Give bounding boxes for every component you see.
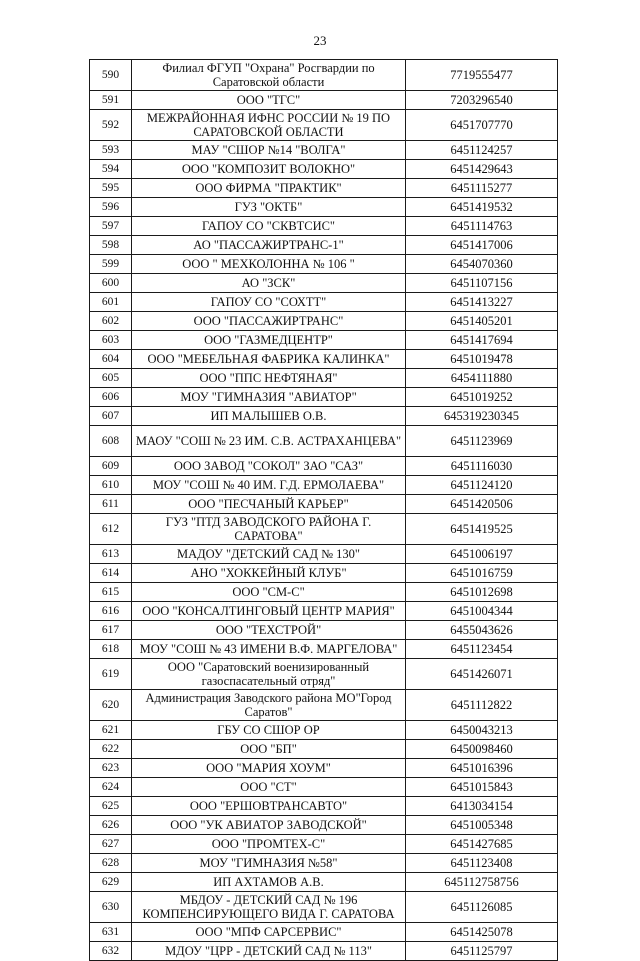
organization-name-cell: ООО "ПЕСЧАНЫЙ КАРЬЕР" xyxy=(132,495,406,514)
table-row xyxy=(90,873,558,892)
row-number-cell: 596 xyxy=(90,198,132,217)
organization-name-cell: ИП МАЛЫШЕВ О.В. xyxy=(132,407,406,426)
table-row xyxy=(90,91,558,110)
organization-name-cell: МАОУ "СОШ № 23 ИМ. С.В. АСТРАХАНЦЕВА" xyxy=(132,426,406,457)
inn-cell: 6451019252 xyxy=(406,388,558,407)
inn-cell: 6451006197 xyxy=(406,545,558,564)
organization-name-cell: ООО " МЕХКОЛОННА № 106 " xyxy=(132,255,406,274)
table-row xyxy=(90,236,558,255)
row-number-cell: 600 xyxy=(90,274,132,293)
inn-cell: 6451417694 xyxy=(406,331,558,350)
row-number-cell: 606 xyxy=(90,388,132,407)
inn-cell: 6451124257 xyxy=(406,141,558,160)
row-number-cell: 617 xyxy=(90,621,132,640)
row-number-cell: 591 xyxy=(90,91,132,110)
organization-name-cell: ООО "ПАССАЖИРТРАНС" xyxy=(132,312,406,331)
inn-cell: 6451016396 xyxy=(406,759,558,778)
row-number-cell: 601 xyxy=(90,293,132,312)
table-row xyxy=(90,160,558,179)
inn-cell: 6454111880 xyxy=(406,369,558,388)
row-number-cell: 630 xyxy=(90,892,132,923)
row-number-cell: 597 xyxy=(90,217,132,236)
table-row xyxy=(90,923,558,942)
inn-cell: 6451420506 xyxy=(406,495,558,514)
inn-cell: 6451107156 xyxy=(406,274,558,293)
table-row xyxy=(90,835,558,854)
table-row xyxy=(90,388,558,407)
inn-cell: 6451126085 xyxy=(406,892,558,923)
row-number-cell: 632 xyxy=(90,942,132,961)
organization-name-cell: Администрация Заводского района МО"Город Саратов" xyxy=(132,690,406,721)
table-row xyxy=(90,274,558,293)
organization-name-cell: ООО "МПФ САРСЕРВИС" xyxy=(132,923,406,942)
row-number-cell: 607 xyxy=(90,407,132,426)
organization-name-cell: ООО "ТГС" xyxy=(132,91,406,110)
organization-name-cell: ГАПОУ СО "СОХТТ" xyxy=(132,293,406,312)
table-row xyxy=(90,545,558,564)
table-row xyxy=(90,892,558,923)
row-number-cell: 621 xyxy=(90,721,132,740)
inn-cell: 6454070360 xyxy=(406,255,558,274)
organization-name-cell: МБДОУ - ДЕТСКИЙ САД № 196 КОМПЕНСИРУЮЩЕГО ВИДА Г. САРАТОВА xyxy=(132,892,406,923)
table-row xyxy=(90,778,558,797)
organization-name-cell: ГУЗ "ПТД ЗАВОДСКОГО РАЙОНА Г. САРАТОВА" xyxy=(132,514,406,545)
row-number-cell: 594 xyxy=(90,160,132,179)
inn-cell: 6451112822 xyxy=(406,690,558,721)
organization-name-cell: ООО "СМ-С" xyxy=(132,583,406,602)
inn-cell: 6451419525 xyxy=(406,514,558,545)
table-row xyxy=(90,350,558,369)
inn-cell: 6451015843 xyxy=(406,778,558,797)
organization-name-cell: МДОУ "ЦРР - ДЕТСКИЙ САД № 113" xyxy=(132,942,406,961)
inn-cell: 6451413227 xyxy=(406,293,558,312)
organization-name-cell: ООО "ППС НЕФТЯНАЯ" xyxy=(132,369,406,388)
row-number-cell: 626 xyxy=(90,816,132,835)
row-number-cell: 620 xyxy=(90,690,132,721)
organization-name-cell: МАУ "СШОР №14 "ВОЛГА" xyxy=(132,141,406,160)
table-row xyxy=(90,854,558,873)
table-row xyxy=(90,659,558,690)
row-number-cell: 612 xyxy=(90,514,132,545)
inn-cell: 6450043213 xyxy=(406,721,558,740)
row-number-cell: 622 xyxy=(90,740,132,759)
inn-cell: 6451707770 xyxy=(406,110,558,141)
table-row xyxy=(90,426,558,457)
row-number-cell: 624 xyxy=(90,778,132,797)
table-row xyxy=(90,217,558,236)
organization-name-cell: АО "ПАССАЖИРТРАНС-1" xyxy=(132,236,406,255)
inn-cell: 6451417006 xyxy=(406,236,558,255)
table-row xyxy=(90,564,558,583)
row-number-cell: 598 xyxy=(90,236,132,255)
table-row xyxy=(90,690,558,721)
table-row xyxy=(90,621,558,640)
table-row xyxy=(90,60,558,91)
table-row xyxy=(90,141,558,160)
organization-name-cell: МАДОУ "ДЕТСКИЙ САД № 130" xyxy=(132,545,406,564)
row-number-cell: 628 xyxy=(90,854,132,873)
organization-name-cell: ООО "УК АВИАТОР ЗАВОДСКОЙ" xyxy=(132,816,406,835)
table-row xyxy=(90,640,558,659)
inn-cell: 6451004344 xyxy=(406,602,558,621)
organization-name-cell: ИП АХТАМОВ А.В. xyxy=(132,873,406,892)
inn-cell: 6451114763 xyxy=(406,217,558,236)
inn-cell: 6413034154 xyxy=(406,797,558,816)
row-number-cell: 618 xyxy=(90,640,132,659)
table-row xyxy=(90,495,558,514)
inn-cell: 6451405201 xyxy=(406,312,558,331)
table-body xyxy=(90,60,558,961)
row-number-cell: 631 xyxy=(90,923,132,942)
table-row xyxy=(90,759,558,778)
row-number-cell: 603 xyxy=(90,331,132,350)
organization-name-cell: МОУ "ГИМНАЗИЯ "АВИАТОР" xyxy=(132,388,406,407)
row-number-cell: 619 xyxy=(90,659,132,690)
organization-name-cell: МОУ "СОШ № 43 ИМЕНИ В.Ф. МАРГЕЛОВА" xyxy=(132,640,406,659)
table-row xyxy=(90,740,558,759)
table-row xyxy=(90,331,558,350)
organization-name-cell: ООО "БП" xyxy=(132,740,406,759)
table-row xyxy=(90,179,558,198)
page-number: 23 xyxy=(313,33,327,48)
organization-name-cell: АО "ЗСК" xyxy=(132,274,406,293)
row-number-cell: 623 xyxy=(90,759,132,778)
row-number-cell: 609 xyxy=(90,457,132,476)
organization-name-cell: ООО "ПРОМТЕХ-С" xyxy=(132,835,406,854)
inn-cell: 6451019478 xyxy=(406,350,558,369)
row-number-cell: 599 xyxy=(90,255,132,274)
inn-cell: 6451123408 xyxy=(406,854,558,873)
inn-cell: 6451016759 xyxy=(406,564,558,583)
row-number-cell: 613 xyxy=(90,545,132,564)
table-row xyxy=(90,407,558,426)
row-number-cell: 629 xyxy=(90,873,132,892)
organization-name-cell: ООО "МЕБЕЛЬНАЯ ФАБРИКА КАЛИНКА" xyxy=(132,350,406,369)
row-number-cell: 595 xyxy=(90,179,132,198)
row-number-cell: 593 xyxy=(90,141,132,160)
inn-cell: 6451116030 xyxy=(406,457,558,476)
row-number-cell: 610 xyxy=(90,476,132,495)
organization-name-cell: МЕЖРАЙОННАЯ ИФНС РОССИИ № 19 ПО САРАТОВСКОЙ ОБЛАСТИ xyxy=(132,110,406,141)
organization-name-cell: ООО "ЕРШОВТРАНСАВТО" xyxy=(132,797,406,816)
organizations-table xyxy=(89,59,558,961)
organization-name-cell: ООО "МАРИЯ ХОУМ" xyxy=(132,759,406,778)
inn-cell: 6451425078 xyxy=(406,923,558,942)
row-number-cell: 615 xyxy=(90,583,132,602)
table-row xyxy=(90,816,558,835)
inn-cell: 6450098460 xyxy=(406,740,558,759)
table-row xyxy=(90,110,558,141)
organization-name-cell: ООО "СТ" xyxy=(132,778,406,797)
organization-name-cell: ГАПОУ СО "СКВТСИС" xyxy=(132,217,406,236)
table-row xyxy=(90,942,558,961)
organization-name-cell: ООО "КОМПОЗИТ ВОЛОКНО" xyxy=(132,160,406,179)
inn-cell: 6451419532 xyxy=(406,198,558,217)
table-row xyxy=(90,514,558,545)
organization-name-cell: ООО ФИРМА "ПРАКТИК" xyxy=(132,179,406,198)
inn-cell: 7203296540 xyxy=(406,91,558,110)
row-number-cell: 608 xyxy=(90,426,132,457)
table-row xyxy=(90,198,558,217)
inn-cell: 6451426071 xyxy=(406,659,558,690)
organization-name-cell: ООО "ГАЗМЕДЦЕНТР" xyxy=(132,331,406,350)
table-row xyxy=(90,476,558,495)
table-row xyxy=(90,602,558,621)
table-row xyxy=(90,583,558,602)
organization-name-cell: ООО ЗАВОД "СОКОЛ" ЗАО "САЗ" xyxy=(132,457,406,476)
table-row xyxy=(90,797,558,816)
table-row xyxy=(90,293,558,312)
inn-cell: 645319230345 xyxy=(406,407,558,426)
row-number-cell: 592 xyxy=(90,110,132,141)
organization-name-cell: Филиал ФГУП "Охрана" Росгвардии по Саратовской области xyxy=(132,60,406,91)
row-number-cell: 605 xyxy=(90,369,132,388)
inn-cell: 6451427685 xyxy=(406,835,558,854)
inn-cell: 6455043626 xyxy=(406,621,558,640)
inn-cell: 7719555477 xyxy=(406,60,558,91)
inn-cell: 6451124120 xyxy=(406,476,558,495)
organization-name-cell: МОУ "ГИМНАЗИЯ №58" xyxy=(132,854,406,873)
inn-cell: 6451012698 xyxy=(406,583,558,602)
table-row xyxy=(90,312,558,331)
inn-cell: 6451123969 xyxy=(406,426,558,457)
organization-name-cell: АНО "ХОККЕЙНЫЙ КЛУБ" xyxy=(132,564,406,583)
inn-cell: 6451115277 xyxy=(406,179,558,198)
row-number-cell: 616 xyxy=(90,602,132,621)
inn-cell: 6451005348 xyxy=(406,816,558,835)
row-number-cell: 611 xyxy=(90,495,132,514)
organization-name-cell: МОУ "СОШ № 40 ИМ. Г.Д. ЕРМОЛАЕВА" xyxy=(132,476,406,495)
row-number-cell: 627 xyxy=(90,835,132,854)
organization-name-cell: ООО "ТЕХСТРОЙ" xyxy=(132,621,406,640)
row-number-cell: 614 xyxy=(90,564,132,583)
organization-name-cell: ООО "Саратовский военизированный газоспасательный отряд" xyxy=(132,659,406,690)
table-row xyxy=(90,721,558,740)
organization-name-cell: ООО "КОНСАЛТИНГОВЫЙ ЦЕНТР МАРИЯ" xyxy=(132,602,406,621)
inn-cell: 645112758756 xyxy=(406,873,558,892)
row-number-cell: 590 xyxy=(90,60,132,91)
table-row xyxy=(90,369,558,388)
inn-cell: 6451429643 xyxy=(406,160,558,179)
table-row xyxy=(90,255,558,274)
row-number-cell: 625 xyxy=(90,797,132,816)
table-row xyxy=(90,457,558,476)
organization-name-cell: ГБУ СО СШОР ОР xyxy=(132,721,406,740)
inn-cell: 6451125797 xyxy=(406,942,558,961)
inn-cell: 6451123454 xyxy=(406,640,558,659)
row-number-cell: 604 xyxy=(90,350,132,369)
row-number-cell: 602 xyxy=(90,312,132,331)
organization-name-cell: ГУЗ "ОКТБ" xyxy=(132,198,406,217)
